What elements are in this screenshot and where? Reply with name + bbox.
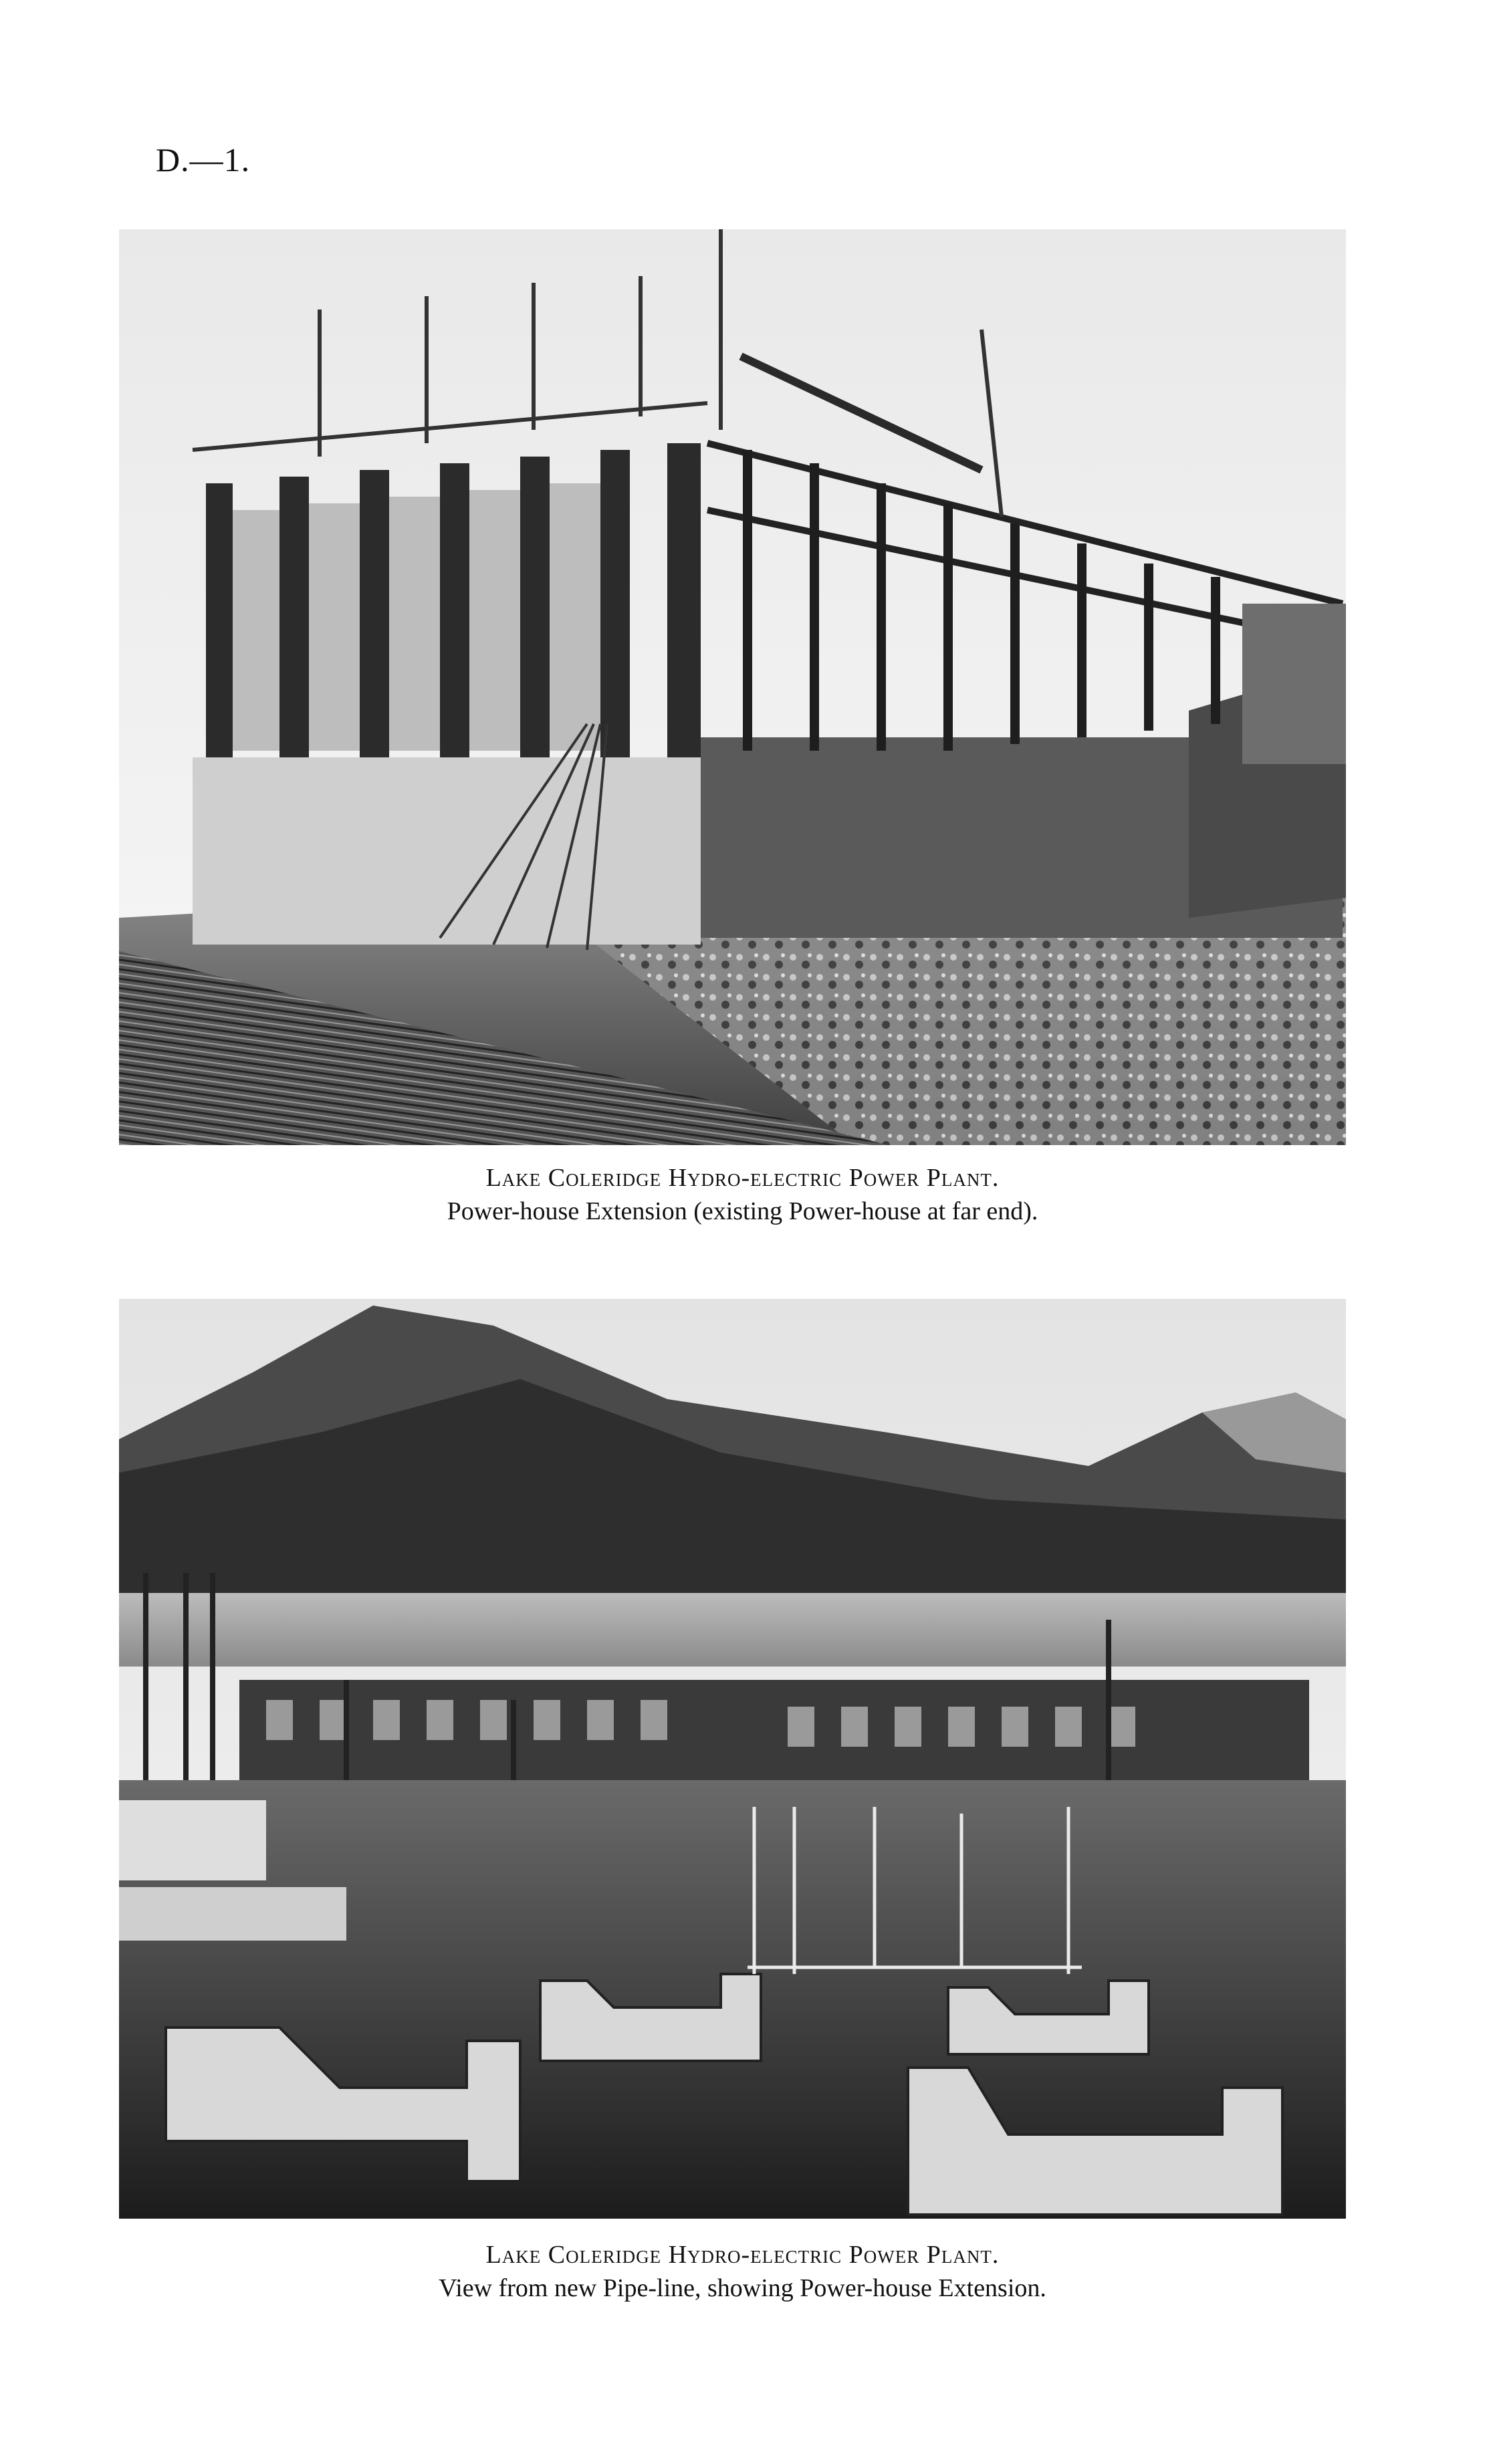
construction-scene xyxy=(119,229,1346,1145)
figure-caption-top xyxy=(0,1161,1485,1228)
page-number: D.—1. xyxy=(156,141,251,178)
caption-subtitle: Power-house Extension (existing Power-house at far end). xyxy=(447,1197,1038,1225)
photo-pipeline-view xyxy=(119,1299,1346,2219)
mountain-scene xyxy=(119,1299,1346,2219)
caption-subtitle: View from new Pipe-line, showing Power-house Extension. xyxy=(439,2274,1046,2302)
photo-powerhouse-extension xyxy=(119,229,1346,1145)
caption-title: Lake Coleridge Hydro-electric Power Plant. xyxy=(485,2241,1000,2269)
caption-title: Lake Coleridge Hydro-electric Power Plant. xyxy=(485,1164,1000,1192)
figure-caption-bottom xyxy=(0,2238,1485,2305)
